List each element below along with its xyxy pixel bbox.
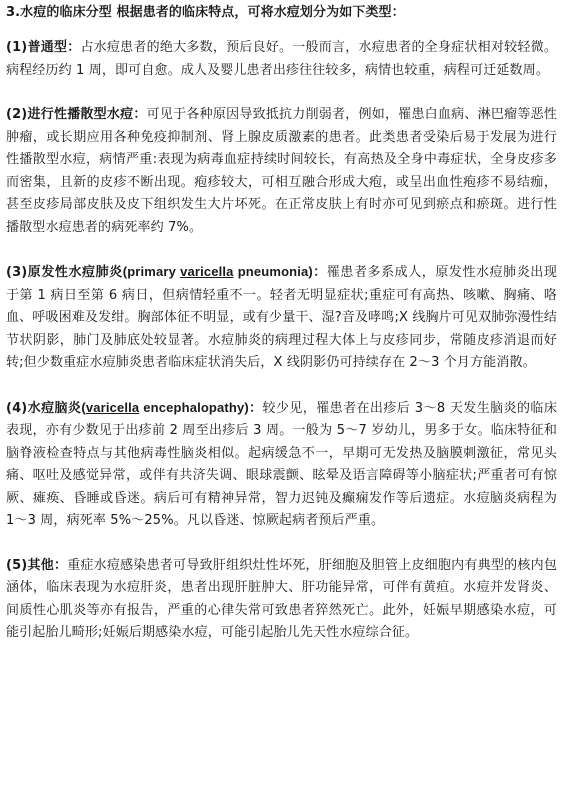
paragraph-lead: (5)其他： [6, 557, 68, 573]
paragraph-body: 可见于各种原因导致抵抗力削弱者，例如，罹患白血病、淋巴瘤等恶性肿瘤，或长期应用各种免疫抑制剂、肾上腺皮质激素的患者。此类患者受染后易于发展为进行性播散型水痘，病情严重:表现为病毒血症持续时间较长，有高热及全身中毒症状，全身皮疹多而密集，且新的皮疹不断出现。疱疹较大，可相互融合形成大疱，或呈出血性疱疹不易结痂，甚至皮疹局部皮肤及皮下组织发生大片坏死。在正常皮肤上有时亦可见到瘀点和瘀斑。进行性播散型水痘患者的病死率约 7%。 [6, 107, 557, 235]
paragraph-common-type [6, 37, 557, 82]
paragraph-body: 较少见，罹患者在出疹后 3～8 天发生脑炎的临床表现，亦有少数见于出疹前 2 周至出疹后 3 周。一般为 5～7 岁幼儿，男多于女。临床特征和脑脊液检查特点与其他病毒性脑炎相似。起病缓急不一，早期可无发热及脑膜刺激征，常见头痛、呕吐及感觉异常，或伴有共济失调、眼球震颤、眩晕及语言障碍等小脑症状;严重者可有惊厥、瘫痪、昏睡或昏迷。病后可有精神异常，智力迟钝及癫痫发作等后遗症。水痘脑炎病程为 1～3 周，病死率 5%～25%。凡以昏迷、惊厥起病者预后严重。 [6, 400, 557, 528]
paragraph-disseminated-type [6, 104, 557, 239]
paragraph-lead [6, 265, 327, 280]
paragraph-lead [6, 401, 263, 416]
paragraph-body: 重症水痘感染患者可导致肝组织灶性坏死，肝细胞及胆管上皮细胞内有典型的核内包涵体，临床表现为水痘肝炎，患者出现肝脏肿大、肝功能异常，可伴有黄疸。水痘并发肾炎、间质性心肌炎等亦有报告，严重的心律失常可致患者猝然死亡。此外，妊娠早期感染水痘，可能引起胎儿畸形;妊娠后期感染水痘，可能引起胎儿先天性水痘综合征。 [6, 557, 557, 640]
paragraph-lead: (2)进行性播散型水痘： [6, 107, 147, 122]
paragraph-pneumonia [6, 261, 557, 375]
lead-prefix: (3)原发性水痘肺炎 [6, 265, 123, 280]
paragraph-other [6, 555, 557, 645]
lead-underlined-term: varicella [180, 264, 234, 279]
lead-paren-close: encephalopathy)： [139, 399, 263, 415]
lead-paren-close: pneumonia)： [233, 264, 327, 279]
lead-paren-open: ( [81, 399, 86, 415]
paragraph-body: 占水痘患者的绝大多数，预后良好。一般而言，水痘患者的全身症状相对较轻微。病程经历约 1 周，即可自愈。成人及婴儿患者出疹往往较多，病情也较重，病程可迁延数周。 [6, 40, 557, 78]
paragraph-body: 罹患者多系成人，原发性水痘肺炎出现于第 1 病日至第 6 病日，但病情轻重不一。轻者无明显症状;重症可有高热、咳嗽、胸痛、咯血、呼吸困难及发绀。胸部体征不明显，或有少量干、湿?音及哮鸣;X 线胸片可见双肺弥漫性结节状阴影，肺门及肺底处较显著。水痘肺炎的病理过程大体上与皮疹同步，常随皮疹消退而好转;但少数重症水痘肺炎患者临床症状消失后，X 线阴影仍可持续存在 2～3 个月方能消散。 [6, 265, 557, 370]
paragraph-encephalopathy [6, 397, 557, 533]
lead-paren-open: (primary [122, 264, 181, 279]
lead-underlined-term: varicella [85, 399, 140, 415]
lead-prefix: (4)水痘脑炎 [6, 400, 82, 416]
section-heading: 3.水痘的临床分型 根据患者的临床特点，可将水痘划分为如下类型： [6, 5, 405, 20]
paragraph-lead: (1)普通型： [6, 40, 81, 55]
